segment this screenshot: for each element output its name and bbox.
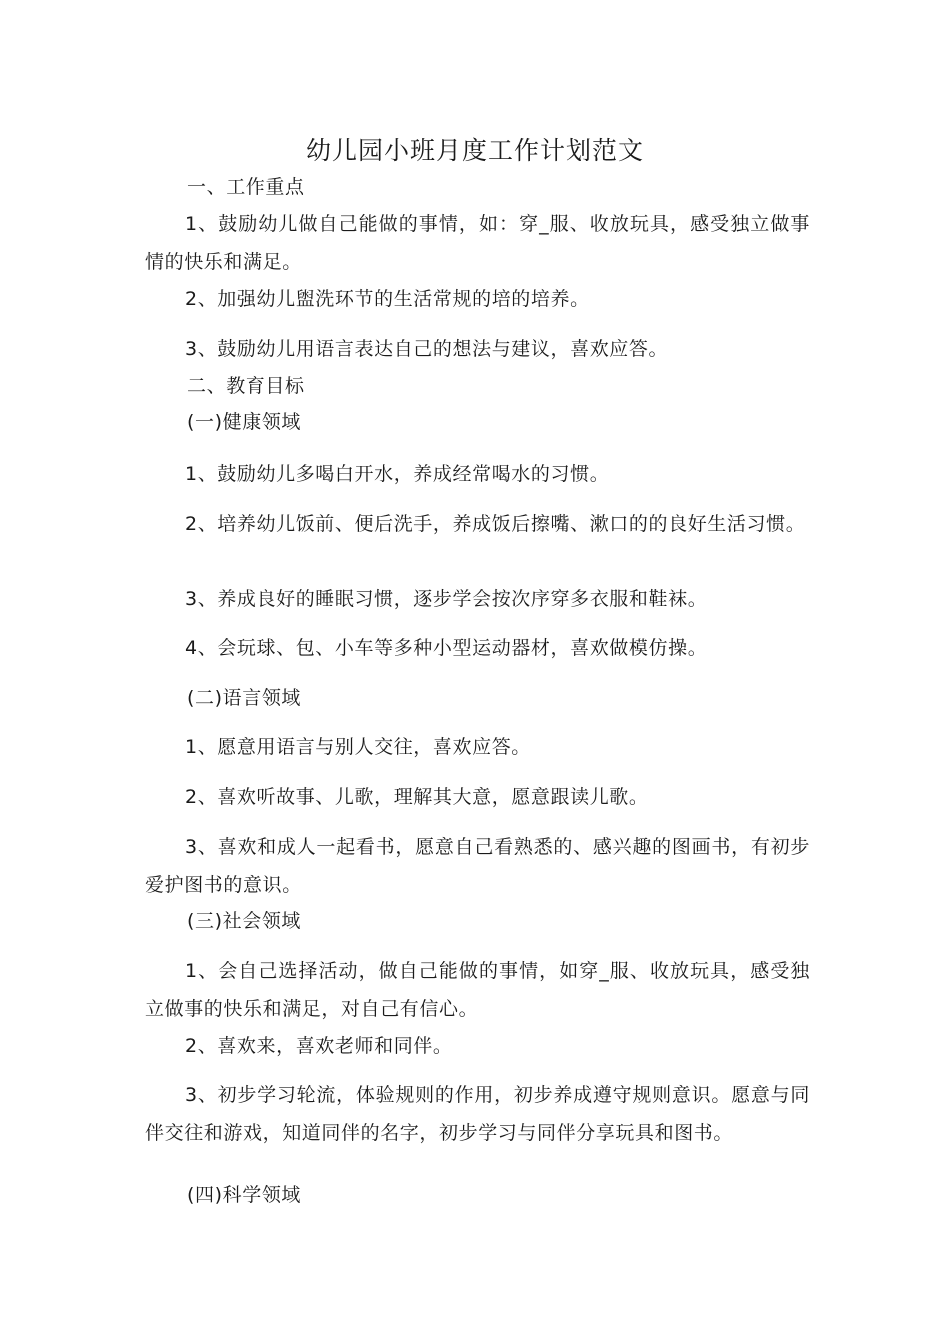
section-heading-education-goals: 二、教育目标 — [187, 375, 305, 397]
paragraph-health-1: 1、鼓励幼儿多喝白开水，养成经常喝水的习惯。 — [185, 463, 610, 485]
paragraph-work-focus-3: 3、鼓励幼儿用语言表达自己的想法与建议，喜欢应答。 — [185, 338, 669, 360]
subheading-science: (四)科学领域 — [187, 1184, 302, 1206]
paragraph-language-3: 3、喜欢和成人一起看书，愿意自己看熟悉的、感兴趣的图画书，有初步爱护图书的意识。 — [145, 836, 810, 896]
paragraph-work-focus-1: 1、鼓励幼儿做自己能做的事情，如：穿_服、收放玩具，感受独立做事情的快乐和满足。 — [145, 213, 810, 273]
paragraph-language-1: 1、愿意用语言与别人交往，喜欢应答。 — [185, 736, 531, 758]
paragraph-social-1: 1、会自己选择活动，做自己能做的事情，如穿_服、收放玩具，感受独立做事的快乐和满足，对自己有信心。 — [145, 960, 810, 1020]
paragraph-health-4: 4、会玩球、包、小车等多种小型运动器材，喜欢做模仿操。 — [185, 637, 708, 659]
section-heading-work-focus: 一、工作重点 — [187, 176, 305, 198]
document-title: 幼儿园小班月度工作计划范文 — [305, 136, 644, 165]
subheading-health: (一)健康领域 — [187, 411, 302, 433]
paragraph-health-3: 3、养成良好的睡眠习惯，逐步学会按次序穿多衣服和鞋袜。 — [185, 588, 708, 610]
subheading-social: (三)社会领域 — [187, 910, 302, 932]
paragraph-work-focus-2: 2、加强幼儿盥洗环节的生活常规的培的培养。 — [185, 288, 590, 310]
paragraph-health-2: 2、培养幼儿饭前、便后洗手，养成饭后擦嘴、漱口的的良好生活习惯。 — [185, 513, 806, 535]
paragraph-social-2: 2、喜欢来，喜欢老师和同伴。 — [185, 1035, 453, 1057]
subheading-language: (二)语言领域 — [187, 687, 302, 709]
paragraph-social-3: 3、初步学习轮流，体验规则的作用，初步养成遵守规则意识。愿意与同伴交往和游戏，知道同伴的名字，初步学习与同伴分享玩具和图书。 — [145, 1084, 810, 1144]
paragraph-language-2: 2、喜欢听故事、儿歌，理解其大意，愿意跟读儿歌。 — [185, 786, 649, 808]
